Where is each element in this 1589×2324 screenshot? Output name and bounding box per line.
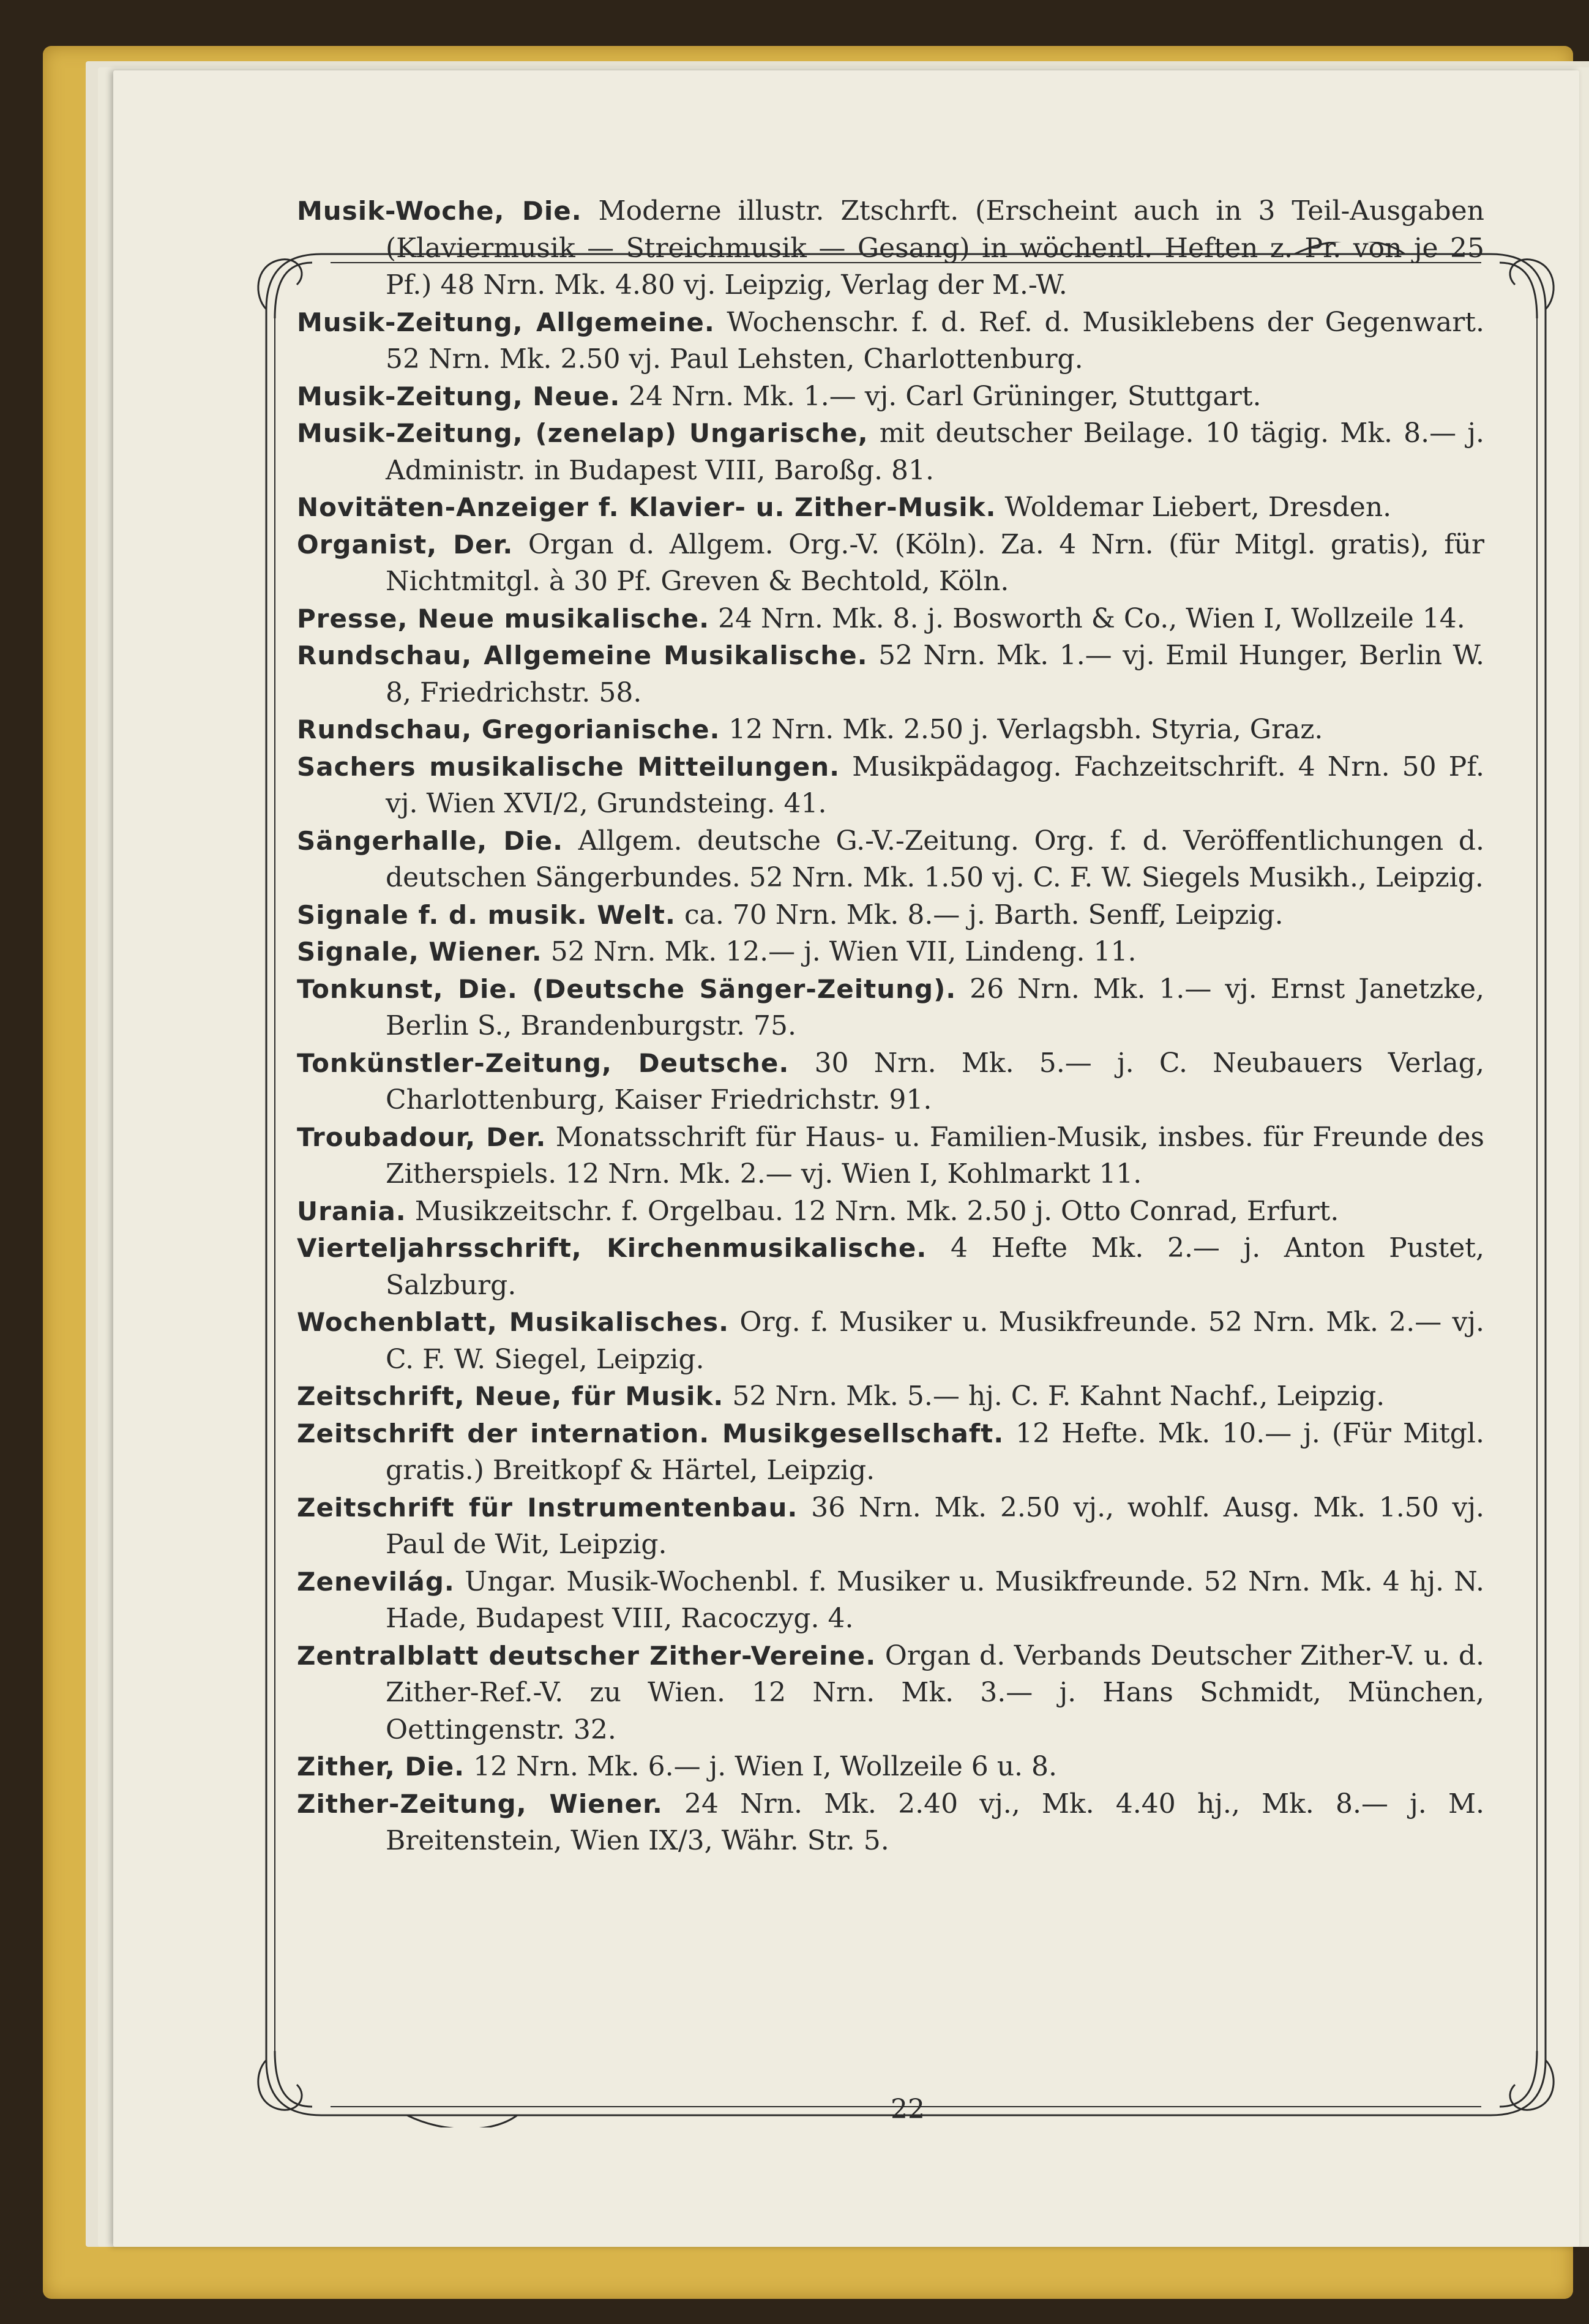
entry-title: Tonkünstler-Zeitung, Deutsche.: [297, 1048, 790, 1078]
entry-title: Signale f. d. musik. Welt.: [297, 899, 676, 930]
entry-text: 12 Nrn. Mk. 2.50 j. Verlagsbh. Styria, Graz.: [728, 714, 1323, 745]
entry-text: 12 Nrn. Mk. 6.— j. Wien I, Wollzeile 6 u. 8.: [473, 1751, 1058, 1782]
list-item: [297, 934, 1484, 971]
entry-title: Rundschau, Gregorianische.: [297, 714, 720, 744]
entry-title: Zenevilág.: [297, 1566, 455, 1597]
list-item: [297, 1193, 1484, 1231]
list-item: [297, 304, 1484, 378]
entry-title: Sachers musikalische Mitteilungen.: [297, 751, 840, 782]
list-item: [297, 1490, 1484, 1564]
list-item: [297, 971, 1484, 1045]
entry-text: ca. 70 Nrn. Mk. 8.— j. Barth. Senff, Leipzig.: [684, 899, 1284, 931]
entry-text: 24 Nrn. Mk. 2.40 vj., Mk. 4.40 hj., Mk. 8.— j. M. Breitenstein, Wien IX/3, Währ. Str. 5.: [386, 1788, 1484, 1856]
entry-text: Organ d. Verbands Deutscher Zither-V. u. d. Zither-Ref.-V. zu Wien. 12 Nrn. Mk. 3.— j. Hans Schmidt, München, Oettingenstr. 32.: [386, 1640, 1484, 1745]
entry-text: 52 Nrn. Mk. 12.— j. Wien VII, Lindeng. 11.: [550, 936, 1137, 967]
list-item: [297, 527, 1484, 601]
entry-title: Musik-Zeitung, (zenelap) Ungarische,: [297, 418, 869, 448]
list-item: [297, 823, 1484, 897]
entry-title: Signale, Wiener.: [297, 937, 542, 967]
entry-text: 12 Hefte. Mk. 10.— j. (Für Mitgl. gratis.) Breitkopf & Härtel, Leipzig.: [386, 1417, 1484, 1486]
entry-title: Zither, Die.: [297, 1752, 465, 1782]
entry-title: Musik-Zeitung, Allgemeine.: [297, 307, 715, 337]
entry-text: Ungar. Musik-Wochenbl. f. Musiker u. Musikfreunde. 52 Nrn. Mk. 4 hj. N. Hade, Budapest VIII, Racoczyg. 4.: [386, 1565, 1484, 1634]
list-item: [297, 1230, 1484, 1304]
list-item: [297, 1378, 1484, 1415]
entry-title: Troubadour, Der.: [297, 1122, 547, 1152]
entry-title: Tonkunst, Die. (Deutsche Sänger-Zeitung).: [297, 973, 957, 1004]
entry-title: Zeitschrift, Neue, für Musik.: [297, 1381, 724, 1411]
entry-text: Moderne illustr. Ztschrft. (Erscheint auch in 3 Teil-Ausgaben (Klaviermusik — Streichmusik — Gesang) in wöchentl. Heften z. Pr. von je 25 Pf.) 48 Nrn. Mk. 4.80 vj. Leipzig, Verlag der M.-W.: [386, 195, 1484, 301]
entry-text: 24 Nrn. Mk. 8. j. Bosworth & Co., Wien I, Wollzeile 14.: [718, 602, 1465, 634]
entry-title: Wochenblatt, Musikalisches.: [297, 1307, 730, 1337]
entry-text: 52 Nrn. Mk. 5.— hj. C. F. Kahnt Nachf., Leipzig.: [732, 1381, 1385, 1412]
entry-title: Zither-Zeitung, Wiener.: [297, 1788, 663, 1819]
entry-title: Organist, Der.: [297, 529, 514, 560]
list-item: [297, 1045, 1484, 1119]
entry-text: Musikpädagog. Fachzeitschrift. 4 Nrn. 50 Pf. vj. Wien XVI/2, Grundsteing. 41.: [386, 751, 1484, 819]
entry-text: 36 Nrn. Mk. 2.50 vj., wohlf. Ausg. Mk. 1.50 vj. Paul de Wit, Leipzig.: [386, 1491, 1484, 1560]
list-item: [297, 415, 1484, 489]
entry-text: Woldemar Liebert, Dresden.: [1004, 492, 1392, 523]
entry-title: Presse, Neue musikalische.: [297, 603, 710, 634]
list-item: [297, 749, 1484, 823]
entry-text: Monatsschrift für Haus- u. Familien-Musik, insbes. für Freunde des Zitherspiels. 12 Nrn. Mk. 2.— vj. Wien I, Kohlmarkt 11.: [386, 1121, 1484, 1190]
list-item: [297, 1415, 1484, 1490]
entry-text: Wochenschr. f. d. Ref. d. Musiklebens der Gegenwart. 52 Nrn. Mk. 2.50 vj. Paul Lehsten, Charlottenburg.: [386, 306, 1484, 375]
list-item: [297, 1304, 1484, 1378]
list-item: [297, 897, 1484, 934]
entry-text: mit deutscher Beilage. 10 tägig. Mk. 8.— j. Administr. in Budapest VIII, Baroßg. 81.: [386, 418, 1484, 486]
entry-text: 26 Nrn. Mk. 1.— vj. Ernst Janetzke, Berlin S., Brandenburgstr. 75.: [386, 973, 1485, 1041]
entry-title: Urania.: [297, 1196, 406, 1226]
list-item: [297, 637, 1484, 711]
entry-text: 30 Nrn. Mk. 5.— j. C. Neubauers Verlag, Charlottenburg, Kaiser Friedrichstr. 91.: [386, 1047, 1484, 1115]
periodicals-list: [297, 193, 1484, 1860]
entry-text: 52 Nrn. Mk. 1.— vj. Emil Hunger, Berlin W. 8, Friedrichstr. 58.: [386, 640, 1484, 708]
list-item: [297, 1749, 1484, 1786]
list-item: [297, 378, 1484, 416]
list-item: [297, 1564, 1484, 1638]
entry-title: Novitäten-Anzeiger f. Klavier- u. Zither-Musik.: [297, 492, 996, 522]
list-item: [297, 193, 1484, 304]
list-item: [297, 601, 1484, 638]
list-item: [297, 711, 1484, 749]
entry-title: Musik-Zeitung, Neue.: [297, 381, 621, 411]
entry-title: Rundschau, Allgemeine Musikalische.: [297, 640, 868, 670]
list-item: [297, 1786, 1484, 1860]
entry-title: Zeitschrift der internation. Musikgesellschaft.: [297, 1418, 1004, 1449]
entry-title: Zentralblatt deutscher Zither-Vereine.: [297, 1640, 877, 1671]
entry-title: Zeitschrift für Instrumentenbau.: [297, 1492, 798, 1523]
list-item: [297, 1638, 1484, 1749]
page-number: 22: [891, 2094, 925, 2125]
entry-title: Musik-Woche, Die.: [297, 196, 582, 226]
book-page: [113, 70, 1579, 2247]
entry-text: 4 Hefte Mk. 2.— j. Anton Pustet, Salzburg.: [386, 1232, 1484, 1301]
list-item: [297, 1119, 1484, 1193]
entry-title: Sängerhalle, Die.: [297, 825, 564, 856]
list-item: [297, 489, 1484, 527]
entry-text: 24 Nrn. Mk. 1.— vj. Carl Grüninger, Stuttgart.: [629, 380, 1262, 412]
entry-text: Musikzeitschr. f. Orgelbau. 12 Nrn. Mk. 2.50 j. Otto Conrad, Erfurt.: [414, 1195, 1339, 1227]
entry-title: Vierteljahrsschrift, Kirchenmusikalische.: [297, 1233, 927, 1263]
entry-text: Org. f. Musiker u. Musikfreunde. 52 Nrn. Mk. 2.— vj. C. F. W. Siegel, Leipzig.: [386, 1306, 1484, 1375]
entry-text: Organ d. Allgem. Org.-V. (Köln). Za. 4 Nrn. (für Mitgl. gratis), für Nichtmitgl. à 30 Pf. Greven & Bechtold, Köln.: [386, 528, 1484, 597]
entry-text: Allgem. deutsche G.-V.-Zeitung. Org. f. d. Veröffentlichungen d. deutschen Sängerbundes. 52 Nrn. Mk. 1.50 vj. C. F. W. Siegels Musikh., Leipzig.: [386, 825, 1484, 893]
